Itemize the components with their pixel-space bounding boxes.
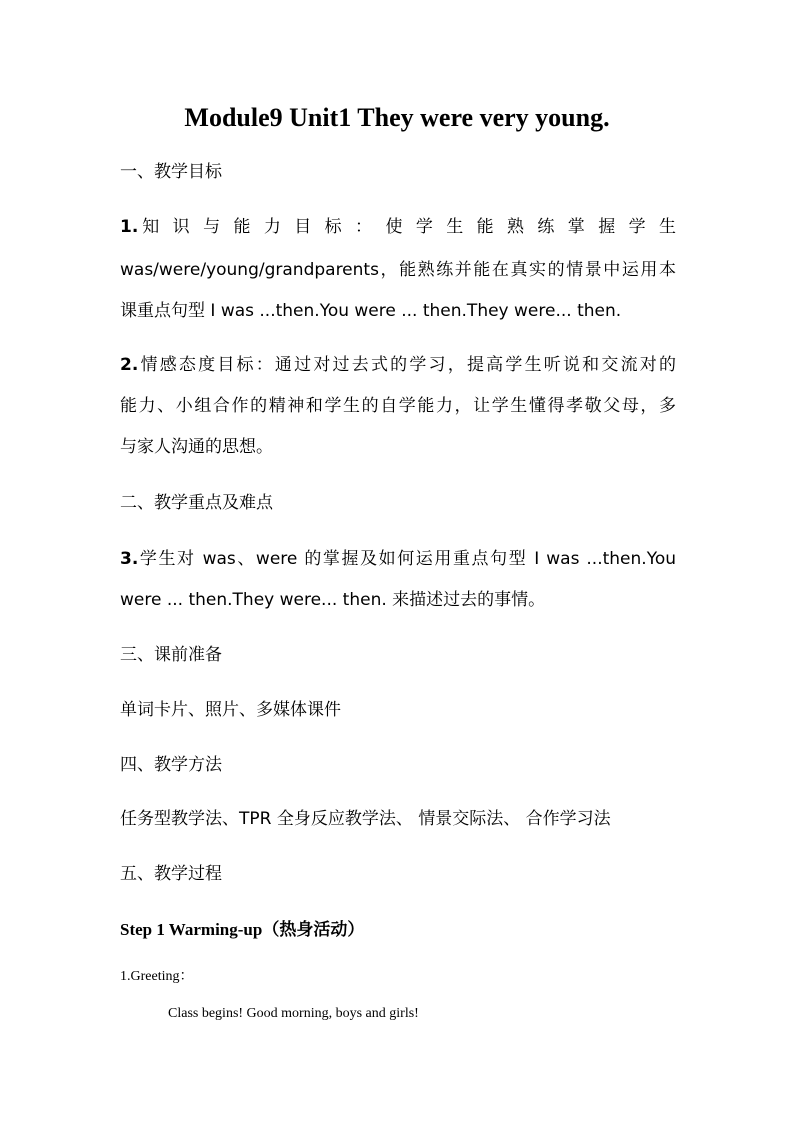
key-point-item-3-line-1: [120, 544, 676, 574]
item-number: 3.: [120, 549, 139, 569]
objective-item-1-line-1: [120, 212, 676, 242]
objective-item-1-line-3: 课重点句型 I was ...then.You were ... then.They were... then.: [120, 301, 622, 321]
objective-item-2-line-2: 能力、小组合作的精神和学生的自学能力，让学生懂得孝敬父母，多: [120, 396, 676, 416]
section-heading-objectives: 一、教学目标: [120, 162, 222, 182]
greeting-label: 1.Greeting：: [120, 969, 194, 984]
key-point-item-3-line-2: were ... then.They were... then. 来描述过去的事情。: [120, 590, 546, 610]
greeting-text: Class begins! Good morning, boys and girls!: [168, 1006, 419, 1021]
item-number: 2.: [120, 355, 139, 375]
section-heading-process: 五、教学过程: [120, 864, 222, 884]
item-text: 情感态度目标：通过对过去式的学习，提高学生听说和交流对的: [138, 355, 676, 375]
objective-item-1-line-2: was/were/young/grandparents，能熟练并能在真实的情景中运用本: [120, 260, 676, 280]
item-text: 学生对 was、were 的掌握及如何运用重点句型 I was ...then.You: [138, 549, 676, 569]
item-number: 1.: [120, 217, 139, 237]
objective-item-2-line-1: [120, 350, 676, 380]
section-heading-methods: 四、教学方法: [120, 755, 222, 775]
methods-text: 任务型教学法、TPR 全身反应教学法、 情景交际法、 合作学习法: [120, 809, 611, 829]
preparation-text: 单词卡片、照片、多媒体课件: [120, 700, 341, 720]
section-heading-key-points: 二、教学重点及难点: [120, 493, 273, 513]
objective-item-2-line-3: 与家人沟通的思想。: [120, 437, 273, 457]
section-heading-preparation: 三、课前准备: [120, 645, 222, 665]
step-1-heading: Step 1 Warming-up（热身活动）: [120, 920, 365, 939]
document-title: Module9 Unit1 They were very young.: [184, 103, 610, 132]
item-text: 知 识 与 能 力 目 标 ： 使 学 生 能 熟 练 掌 握 学 生: [138, 217, 676, 237]
